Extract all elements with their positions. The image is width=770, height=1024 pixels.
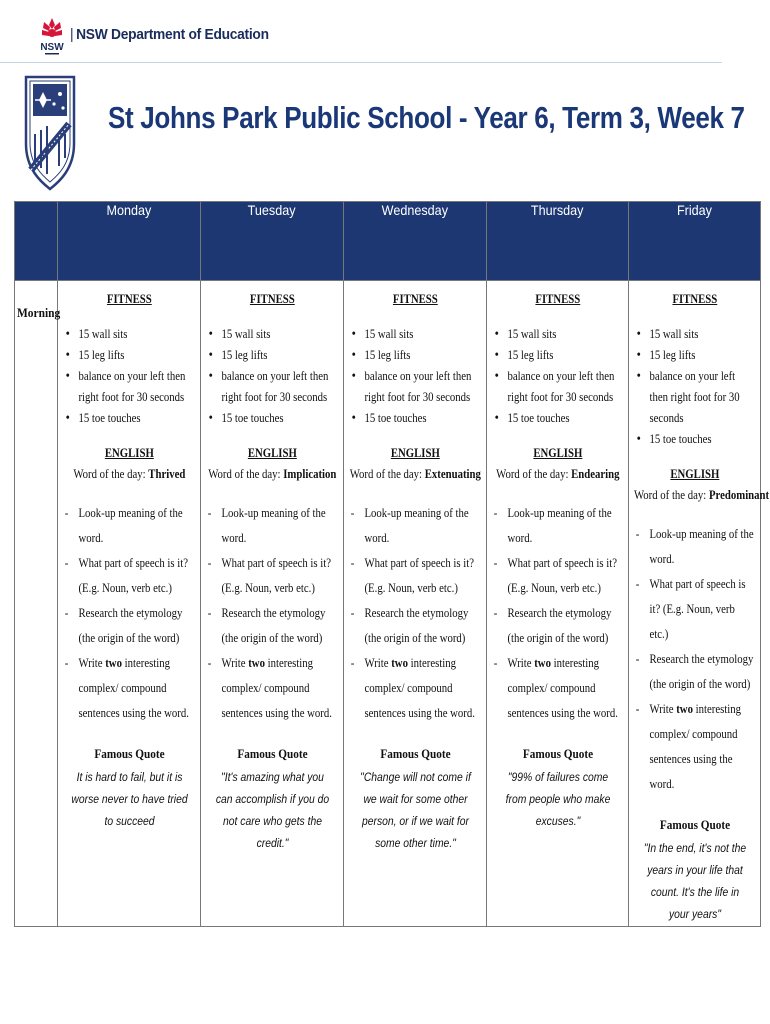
fitness-heading: FITNESS [535,292,581,306]
quote-heading: Famous Quote [94,747,165,761]
fitness-item: • 15 leg lifts [492,345,624,366]
famous-quote [634,815,756,926]
word-of-the-day: Word of the day: Thrived [73,467,186,481]
fitness-item: • balance on your left then right foot for 30 seconds [634,366,756,429]
word-of-the-day: Word of the day: Extenuating [349,467,481,481]
fitness-heading: FITNESS [672,292,718,306]
fitness-item: • 15 toe touches [206,408,339,429]
fitness-item: • 15 wall sits [63,324,196,345]
fitness-item: • balance on your left then right foot for 30 seconds [63,366,196,408]
english-task-list [63,501,196,726]
english-task-item: - Look-up meaning of the word. [492,501,624,551]
fitness-item: • balance on your left then right foot for 30 seconds [349,366,482,408]
english-task-item: - What part of speech is it? (E.g. Noun, verb etc.) [634,572,756,647]
english-task-item: - Research the etymology (the origin of the word) [492,601,624,651]
day-header-wednesday: Wednesday [344,202,487,281]
day-header-tuesday: Tuesday [201,202,344,281]
word-of-the-day-value: Predominant [708,488,770,502]
svg-text:NSW: NSW [40,42,64,53]
english-task-item: - Write two interesting complex/ compound sentences using the word. [492,651,624,726]
english-task-item: - What part of speech is it? (E.g. Noun, verb etc.) [492,551,624,601]
english-task-item: - Research the etymology (the origin of the word) [349,601,482,651]
famous-quote [63,744,196,833]
english-task-list [206,501,339,726]
english-task-item: - What part of speech is it? (E.g. Noun, verb etc.) [63,551,196,601]
english-section [349,443,482,485]
day-header-row [15,202,761,281]
english-section [63,443,196,485]
fitness-item: • 15 leg lifts [206,345,339,366]
english-task-item: - Research the etymology (the origin of the word) [63,601,196,651]
english-section [492,443,624,485]
weekly-timetable [14,201,770,927]
day-header-monday: Monday [58,202,201,281]
english-task-list [634,522,756,797]
famous-quote [492,744,624,833]
english-task-item: - Write two interesting complex/ compound sentences using the word. [206,651,339,726]
fitness-heading: FITNESS [392,292,438,306]
quote-heading: Famous Quote [659,818,731,832]
english-task-item: - Research the etymology (the origin of the word) [206,601,339,651]
fitness-item: • 15 toe touches [63,408,196,429]
day-cell-wednesday [344,281,487,927]
english-section [206,443,339,485]
famous-quote [206,744,339,855]
word-of-the-day-value: Thrived [148,467,186,481]
fitness-heading: FITNESS [249,292,295,306]
fitness-item: • 15 wall sits [492,324,624,345]
day-cell-thursday [487,281,629,927]
english-task-item: - Look-up meaning of the word. [349,501,482,551]
quote-text: "It's amazing what you can accomplish if you do not care who gets the credit." [215,772,330,850]
famous-quote [349,744,482,855]
fitness-item: • 15 leg lifts [63,345,196,366]
page-header [0,0,770,200]
fitness-list [63,324,196,429]
fitness-item: • balance on your left then right foot for 30 seconds [492,366,624,408]
day-cell-monday [58,281,201,927]
fitness-item: • 15 wall sits [206,324,339,345]
english-task-item: - Research the etymology (the origin of the word) [634,647,756,697]
english-task-item: - Write two interesting complex/ compound sentences using the word. [634,697,756,797]
fitness-item: • 15 toe touches [492,408,624,429]
english-heading: ENGLISH [390,446,440,460]
quote-text: "99% of failures come from people who make excuses." [505,772,611,828]
fitness-heading: FITNESS [106,292,152,306]
quote-text: It is hard to fail, but it is worse never to have tried to succeed [71,772,188,828]
fitness-item: • balance on your left then right foot for 30 seconds [206,366,339,408]
english-task-item: - What part of speech is it? (E.g. Noun, verb etc.) [206,551,339,601]
morning-row [15,281,761,927]
quote-heading: Famous Quote [380,747,451,761]
english-task-item: - Look-up meaning of the word. [63,501,196,551]
department-name: | NSW Department of Education [70,26,269,43]
quote-text: "Change will not come if we wait for some other person, or if we wait for some other time." [360,772,471,850]
word-of-the-day-value: Implication [283,467,337,481]
quote-heading: Famous Quote [522,747,594,761]
day-header-friday: Friday [629,202,761,281]
quote-heading: Famous Quote [237,747,308,761]
day-cell-tuesday [201,281,344,927]
english-task-item: - Look-up meaning of the word. [634,522,756,572]
school-crest-logo [23,74,77,192]
english-task-item: - What part of speech is it? (E.g. Noun, verb etc.) [349,551,482,601]
fitness-item: • 15 toe touches [349,408,482,429]
fitness-list [634,324,756,450]
day-cell-friday [629,281,770,927]
row-label-morning: Morning [15,281,58,927]
word-of-the-day-value: Endearing [571,467,620,481]
english-heading: ENGLISH [104,446,154,460]
page-title: St Johns Park Public School - Year 6, Term 3, Week 7 [108,100,745,135]
english-task-list [492,501,624,726]
english-heading: ENGLISH [670,467,720,481]
nsw-waratah-logo [38,16,66,60]
word-of-the-day: Word of the day: Endearing [496,467,620,481]
fitness-item: • 15 toe touches [634,429,756,450]
english-heading: ENGLISH [247,446,297,460]
english-task-list [349,501,482,726]
quote-text: "In the end, it's not the years in your life that count. It's the life in your years" [643,843,747,921]
word-of-the-day: Word of the day: Predominant [634,488,770,502]
english-task-item: - Write two interesting complex/ compound sentences using the word. [349,651,482,726]
english-task-item: - Look-up meaning of the word. [206,501,339,551]
word-of-the-day: Word of the day: Implication [208,467,337,481]
fitness-item: • 15 wall sits [349,324,482,345]
english-task-item: - Write two interesting complex/ compound sentences using the word. [63,651,196,726]
english-heading: ENGLISH [533,446,583,460]
fitness-list [492,324,624,429]
day-header-thursday: Thursday [487,202,629,281]
corner-cell [15,202,58,281]
fitness-item: • 15 leg lifts [349,345,482,366]
fitness-list [349,324,482,429]
fitness-item: • 15 wall sits [634,324,756,345]
english-section [634,464,770,506]
header-divider [0,62,722,63]
word-of-the-day-value: Extenuating [424,467,481,481]
fitness-list [206,324,339,429]
fitness-item: • 15 leg lifts [634,345,756,366]
